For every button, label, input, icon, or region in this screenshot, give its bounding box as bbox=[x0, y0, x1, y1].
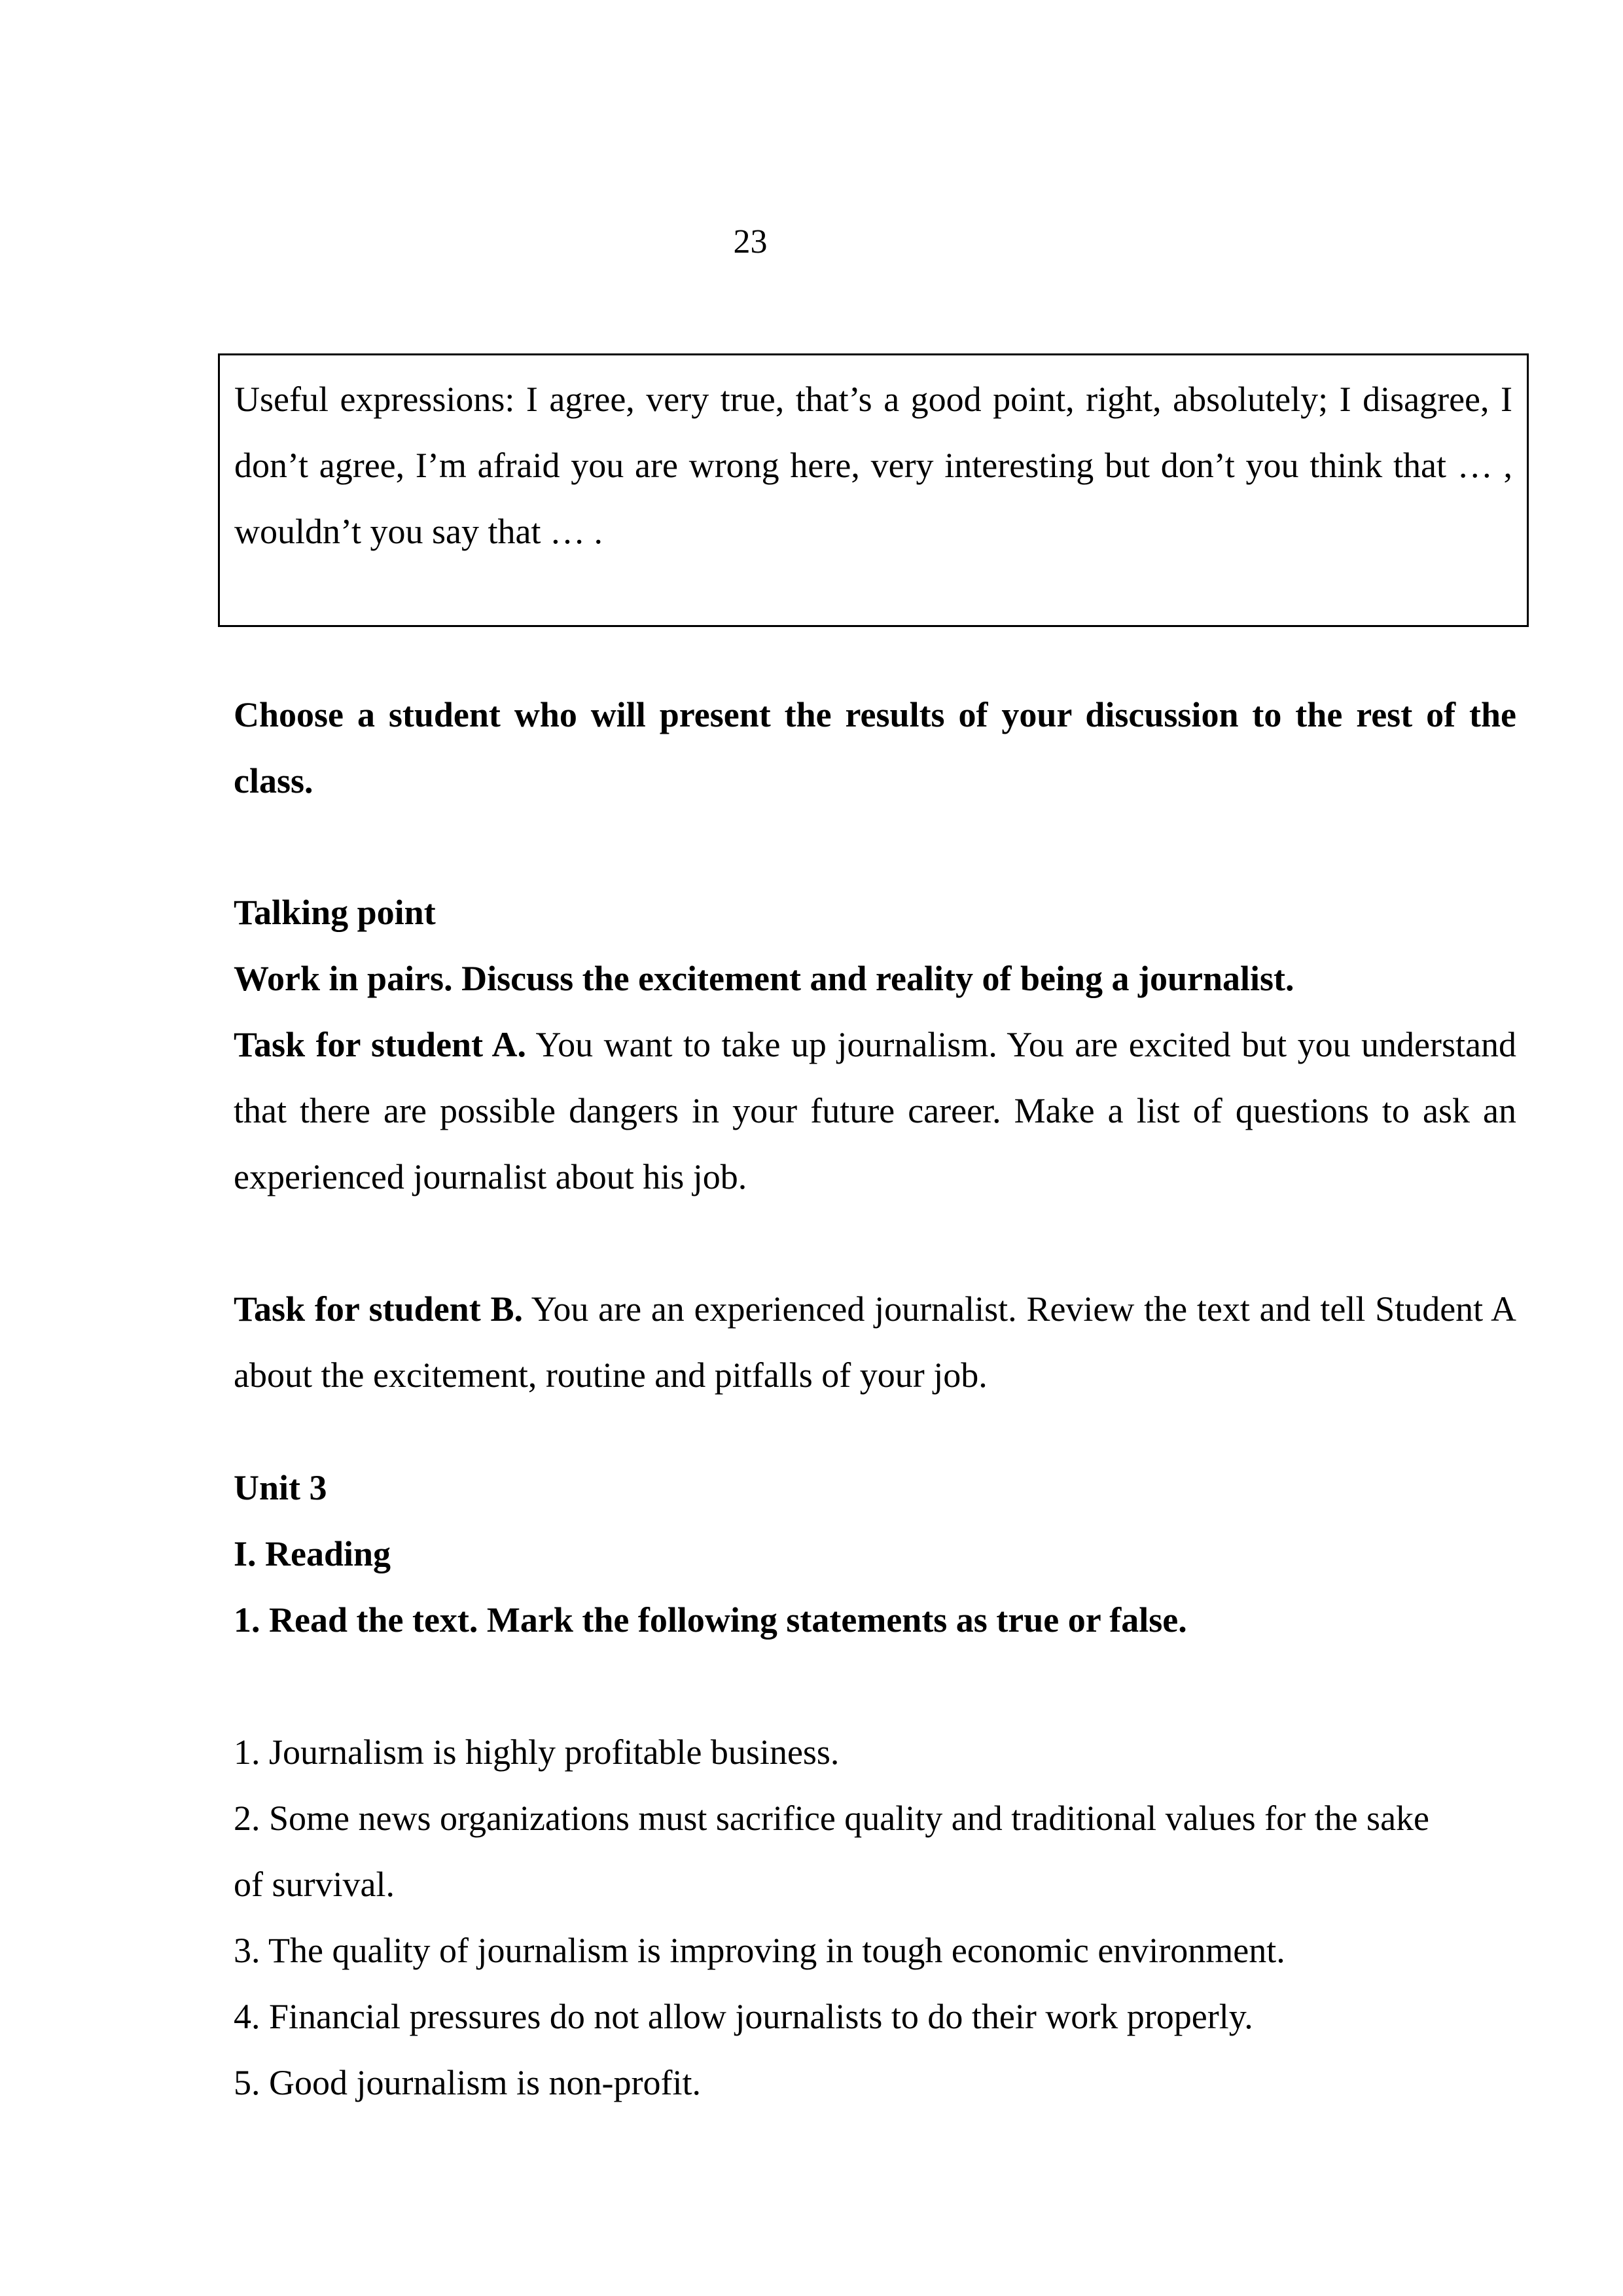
talking-point-section bbox=[234, 880, 1516, 1210]
task-a-text: You want to take up journalism. You are excited but you understand that there are possible dangers in your future career. Make a list of questions to ask an experienced journalist about his job. bbox=[234, 1025, 1516, 1196]
statements-list bbox=[234, 1719, 1516, 2116]
useful-expressions-box bbox=[218, 353, 1529, 627]
choose-student-section bbox=[234, 682, 1516, 814]
statement-item: 2. Some news organizations must sacrifice quality and traditional values for the sake of survival. bbox=[234, 1799, 1430, 1904]
unit-section bbox=[234, 1455, 1516, 1653]
page-number: 23 bbox=[733, 223, 768, 260]
choose-student-instruction: Choose a student who will present the results of your discussion to the rest of the class. bbox=[234, 695, 1516, 800]
statement-item: 1. Journalism is highly profitable business. bbox=[234, 1732, 840, 1772]
exercise-instruction: 1. Read the text. Mark the following statements as true or false. bbox=[234, 1600, 1187, 1640]
task-b-paragraph bbox=[234, 1276, 1516, 1408]
task-b-label: Task for student B. bbox=[234, 1289, 523, 1329]
section-heading: I. Reading bbox=[234, 1534, 391, 1573]
statement-item: 4. Financial pressures do not allow journalists to do their work properly. bbox=[234, 1997, 1253, 2036]
task-b-section bbox=[234, 1276, 1516, 1408]
talking-point-instruction: Work in pairs. Discuss the excitement and reality of being a journalist. bbox=[234, 959, 1294, 998]
talking-point-heading: Talking point bbox=[234, 893, 436, 932]
statement-item: 5. Good journalism is non-profit. bbox=[234, 2063, 701, 2102]
task-b-text: You are an experienced journalist. Review the text and tell Student A about the excitement, routine and pitfalls of your job. bbox=[234, 1289, 1516, 1395]
task-a-paragraph bbox=[234, 1012, 1516, 1210]
task-a-label: Task for student A. bbox=[234, 1025, 527, 1064]
unit-title: Unit 3 bbox=[234, 1468, 327, 1507]
useful-expressions-text: Useful expressions: I agree, very true, that’s a good point, right, absolutely; I disagree, I don’t agree, I’m afraid you are wrong here, very interesting but don’t you think that … , wouldn’t you say that … . bbox=[234, 380, 1512, 551]
statements-section bbox=[234, 1719, 1516, 2116]
statement-item: 3. The quality of journalism is improving in tough economic environment. bbox=[234, 1931, 1285, 1970]
